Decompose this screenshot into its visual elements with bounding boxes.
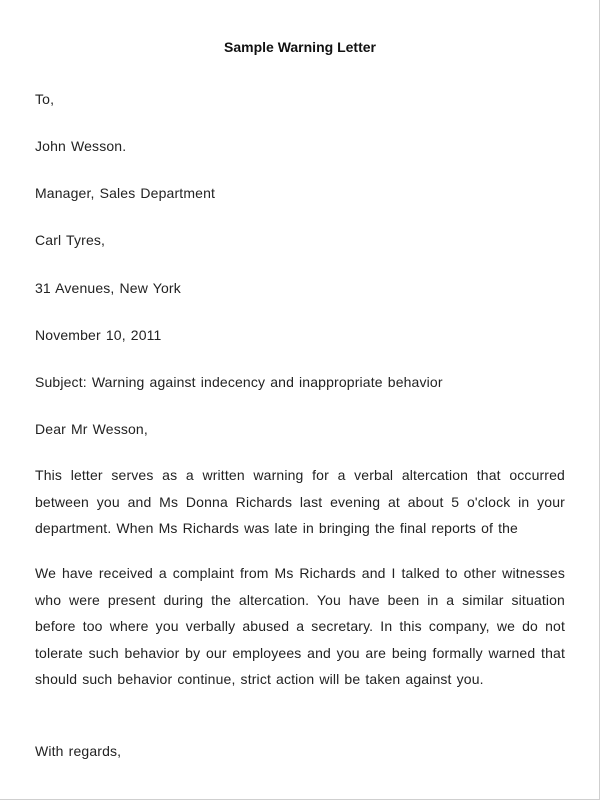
paragraph-2: We have received a complaint from Ms Richards and I talked to other witnesses who were present during the altercation. You have been in a similar situation before too where you verbally abused a secretary. In this company, we do not tolerate such behavior by our employees and you are being formally warned that should such behavior continue, strict action will be taken against you. [35, 565, 565, 687]
paragraph-1-text: This letter serves as a written warning for a verbal altercation that occurred between you and Ms Donna Richards last evening at about 5 o'clock in your department. When Ms Richards was late in bringing the final reports of the [35, 467, 565, 536]
recipient-name: John Wesson. [35, 138, 127, 154]
letter-title: Sample Warning Letter [224, 39, 376, 55]
salutation: Dear Mr Wesson, [35, 421, 148, 437]
company-name: Carl Tyres, [35, 232, 106, 248]
recipient-title: Manager, Sales Department [35, 185, 216, 201]
closing-line: With regards, [35, 743, 122, 759]
subject-line: Subject: Warning against indecency and inappropriate behavior [35, 374, 443, 390]
address-line: 31 Avenues, New York [35, 280, 181, 296]
to-line: To, [35, 91, 55, 107]
paragraph-1 [35, 462, 565, 542]
letter-date: November 10, 2011 [35, 327, 162, 343]
